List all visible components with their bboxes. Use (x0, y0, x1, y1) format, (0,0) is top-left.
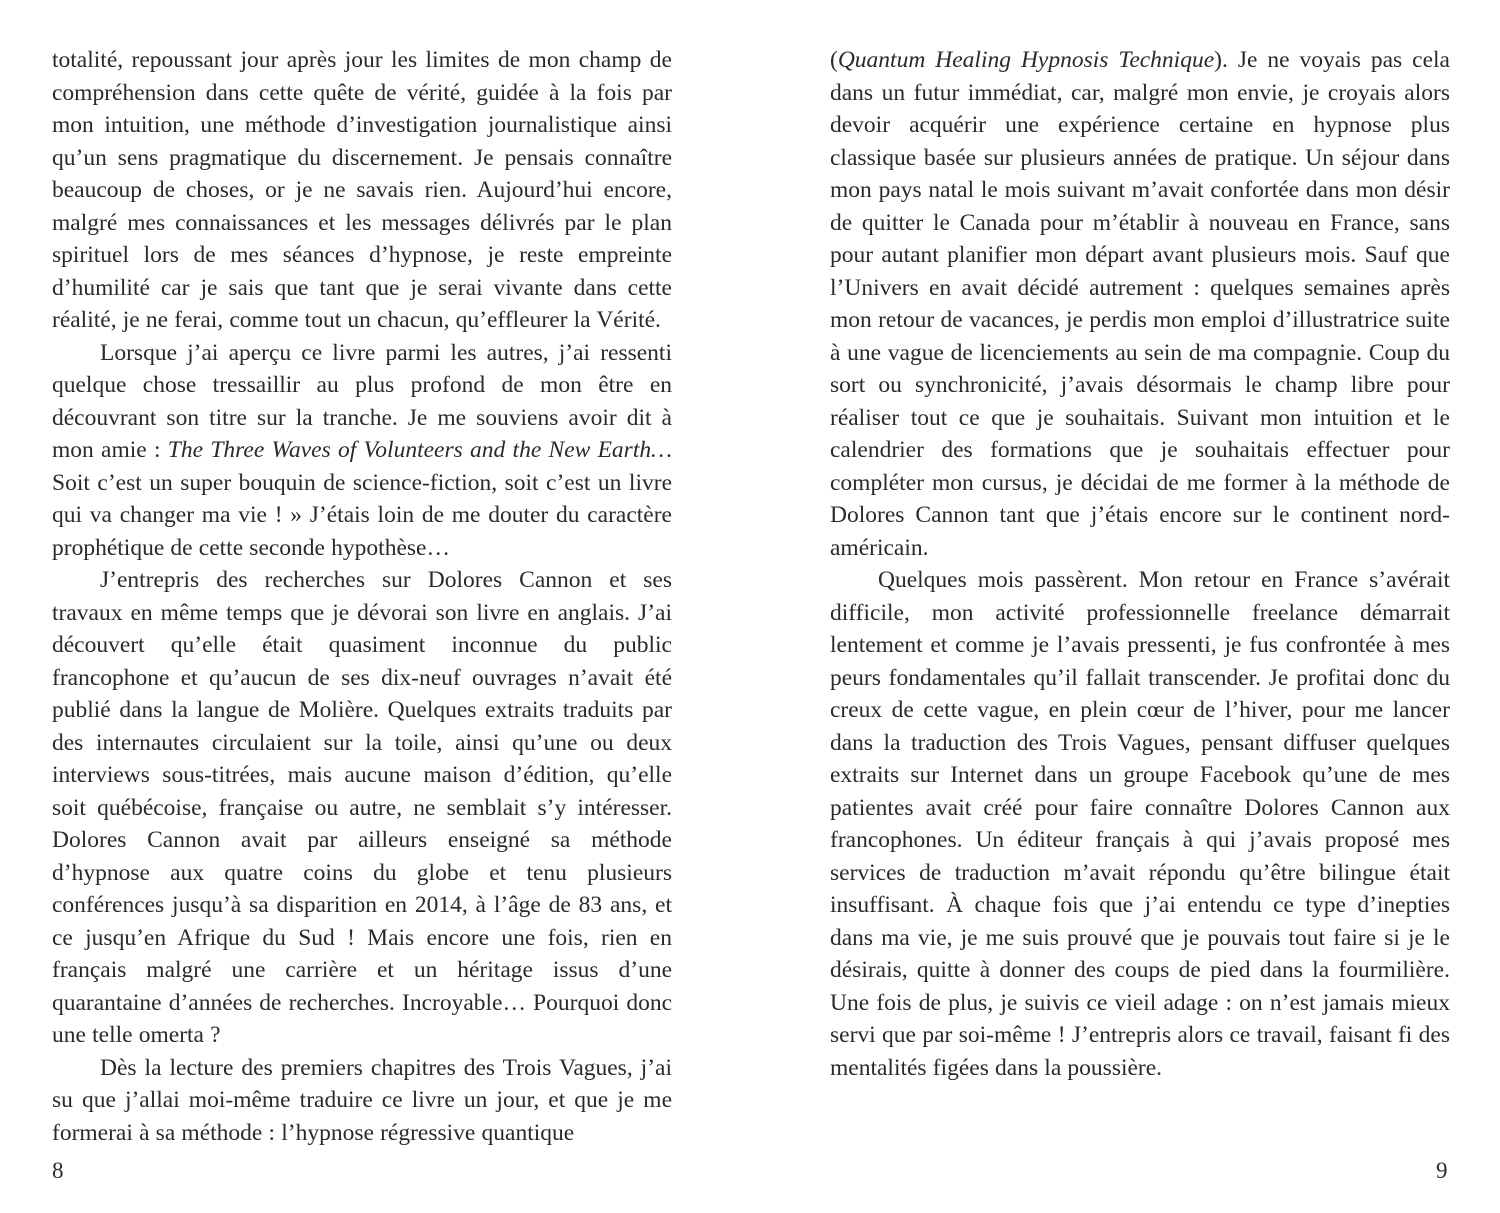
page-number-right: 9 (1436, 1158, 1448, 1183)
paragraph (52, 44, 672, 337)
text-run: Dès la lecture des premiers chapitres des Trois Vagues, j’ai su que j’allai moi-même traduire ce livre un jour, et que je me formerai à sa méthode : l’hypnose régressive quantique (52, 1054, 672, 1146)
left-page-body (52, 44, 672, 1149)
text-run: Soit c’est un super bouquin de science-fiction, soit c’est un livre qui va changer ma vie ! » J’étais loin de me douter du caractère prophétique de cette seconde hypothèse… (52, 469, 672, 561)
italic-title: The Three Waves of Volunteers and the New Earth… (167, 437, 672, 463)
right-page-body (830, 44, 1450, 1084)
page-number-left: 8 (52, 1158, 64, 1183)
text-run: Quelques mois passèrent. Mon retour en France s’avérait difficile, mon activité professionnelle freelance démarrait lentement et comme je l’avais pressenti, je fus confrontée à mes peurs fondamentales qu’il fallait transcender. Je profitai donc du creux de cette vague, en plein cœur de l’hiver, pour me lancer dans la traduction des Trois Vagues, pensant diffuser quelques extraits sur Internet dans un groupe Facebook qu’une de mes patientes avait créé pour faire connaître Dolores Cannon aux francophones. Un éditeur français à qui j’avais proposé mes services de traduction m’avait répondu qu’être bilingue était insuffisant. À chaque fois que j’ai entendu ce type d’inepties dans ma vie, je me suis prouvé que je pouvais tout faire si je le désirais, quitte à donner des coups de pied dans la fourmilière. Une fois de plus, je suivis ce vieil adage : on n’est jamais mieux servi que par soi-même ! J’entrepris alors ce travail, faisant fi des mentalités figées dans la poussière. (830, 567, 1450, 1081)
italic-title: Quantum Healing Hypnosis Technique (837, 47, 1215, 73)
text-run: ). Je ne voyais pas cela dans un futur immédiat, car, malgré mon envie, je croyais alors devoir acquérir une expérience certaine en hypnose plus classique basée sur plusieurs années de pratique. Un séjour dans mon pays natal le mois suivant m’avait confortée dans mon désir de quitter le Canada pour m’établir à nouveau en France, sans pour autant planifier mon départ avant plusieurs mois. Sauf que l’Univers en avait décidé autrement : quelques semaines après mon retour de vacances, je perdis mon emploi d’illustratrice suite à une vague de licenciements au sein de ma compagnie. Coup du sort ou synchronicité, j’avais désormais le champ libre pour réaliser tout ce que je souhaitais. Suivant mon intuition et le calendrier des formations que je souhaitais effectuer pour compléter mon cursus, je décidai de me former à la méthode de Dolores Cannon tant que j’étais encore sur le continent nord-américain. (830, 47, 1450, 561)
paragraph (830, 564, 1450, 1084)
text-run: J’entrepris des recherches sur Dolores Cannon et ses travaux en même temps que je dévorai son livre en anglais. J’ai découvert qu’elle était quasiment inconnue du public francophone et qu’aucun de ses dix-neuf ouvrages n’avait été publié dans la langue de Molière. Quelques extraits traduits par des internautes circulaient sur la toile, ainsi qu’une ou deux interviews sous-titrées, mais aucune maison d’édition, qu’elle soit québécoise, française ou autre, ne semblait s’y intéresser. Dolores Cannon avait par ailleurs enseigné sa méthode d’hypnose aux quatre coins du globe et tenu plusieurs conférences jusqu’à sa disparition en 2014, à l’âge de 83 ans, et ce jusqu’en Afrique du Sud ! Mais encore une fois, rien en français malgré une carrière et un héritage issus d’une quarantaine d’années de recherches. Incroyable… Pourquoi donc une telle omerta ? (52, 567, 672, 1048)
right-page (830, 44, 1450, 1084)
text-run: totalité, repoussant jour après jour les limites de mon champ de compréhension dans cette quête de vérité, guidée à la fois par mon intuition, une méthode d’investigation journalistique ainsi qu’un sens pragmatique du discernement. Je pensais connaître beaucoup de choses, or je ne savais rien. Aujourd’hui encore, malgré mes connaissances et les messages délivrés par le plan spirituel lors de mes séances d’hypnose, je reste empreinte d’humilité car je sais que tant que je serai vivante dans cette réalité, je ne ferai, comme tout un chacun, qu’effleurer la Vérité. (52, 47, 672, 333)
paragraph (52, 564, 672, 1052)
text-run: ( (830, 47, 838, 73)
paragraph (52, 1052, 672, 1150)
paragraph (830, 44, 1450, 564)
paragraph (52, 337, 672, 565)
left-page (52, 44, 672, 1149)
text-run: Lorsque j’ai aperçu ce livre parmi les autres, j’ai ressenti quelque chose tressaillir au plus profond de mon être en découvrant son titre sur la tranche. Je me souviens avoir dit à mon amie : (52, 339, 672, 463)
